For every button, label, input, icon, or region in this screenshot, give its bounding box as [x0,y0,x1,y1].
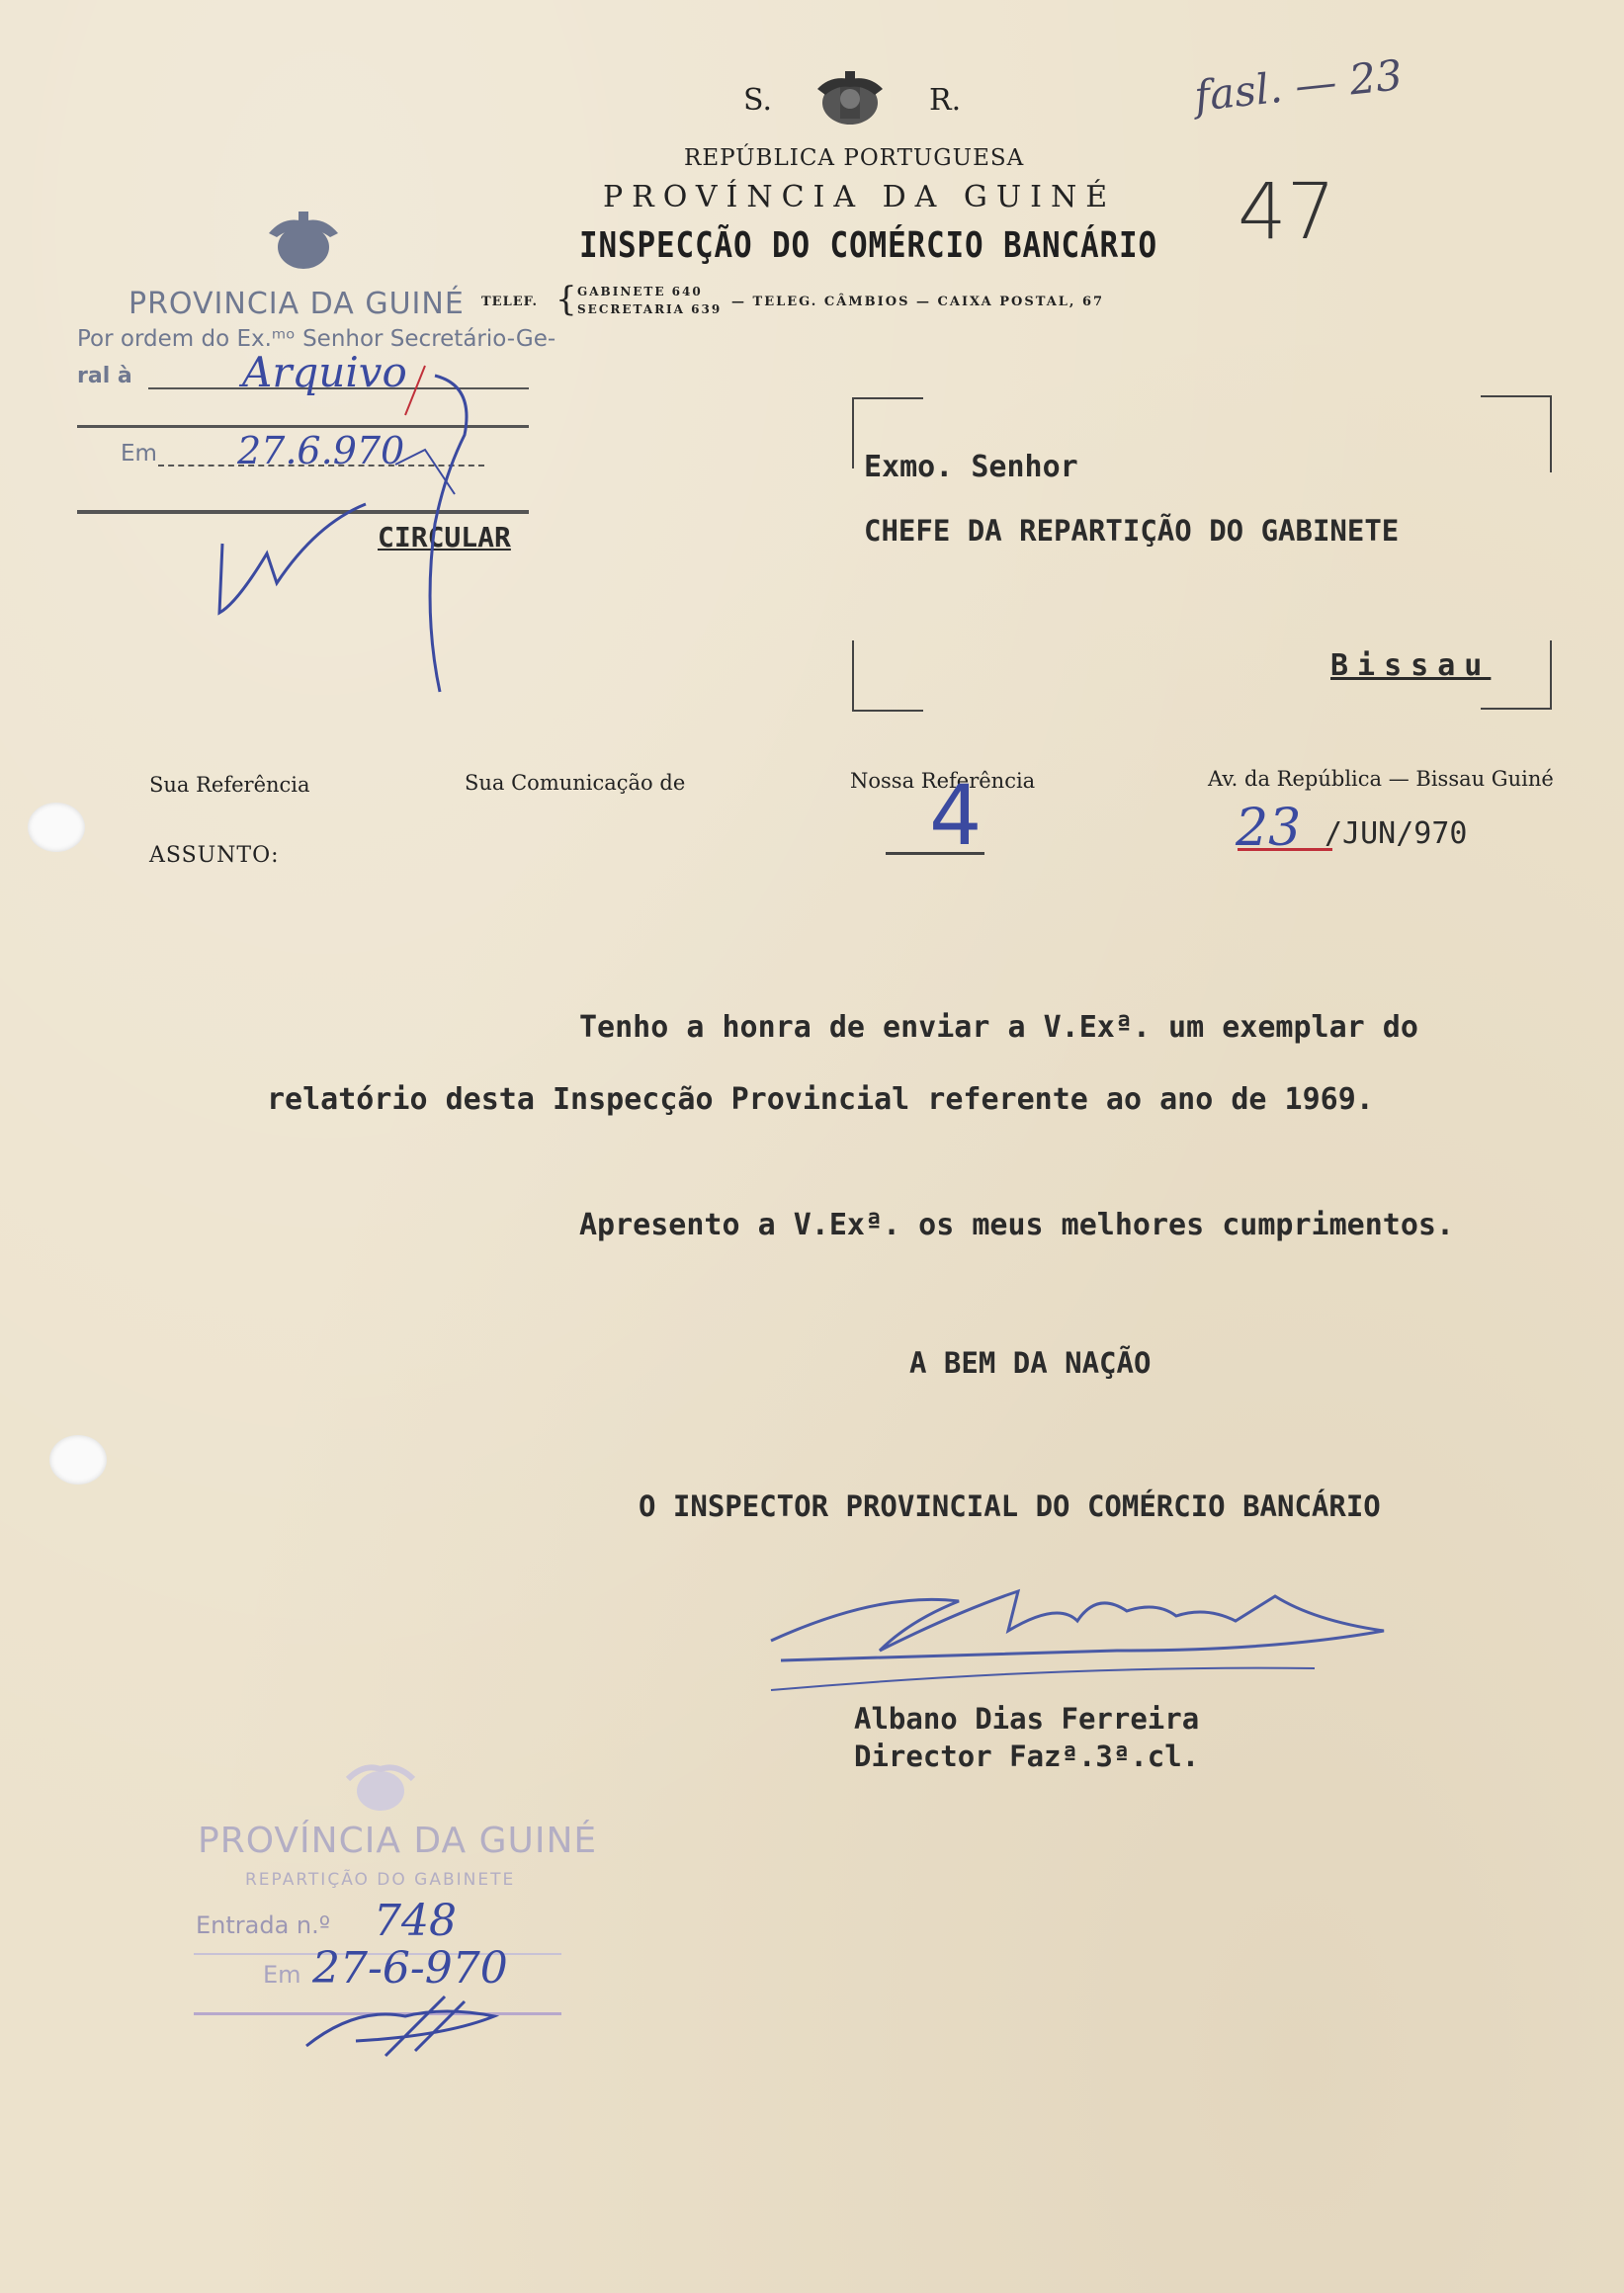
sua-referencia-label: Sua Referência [149,773,310,797]
address-bracket-br [1481,640,1552,710]
signature-icon [761,1552,1394,1700]
signer-title: O INSPECTOR PROVINCIAL DO COMÉRCIO BANCÁRIO [639,1489,1381,1523]
recipient-city: Bissau [1330,648,1492,683]
recipient-title: CHEFE DA REPARTIÇÃO DO GABINETE [864,514,1400,548]
header-telef-label: TELEF. [481,295,539,309]
assunto-label: ASSUNTO: [149,843,280,868]
province-emblem-icon [259,208,348,277]
routing-stamp-title: PROVINCIA DA GUINÉ [128,287,465,321]
entry-stamp-entrada-value: 748 [374,1896,457,1946]
sua-comunicacao-label: Sua Comunicação de [465,771,686,795]
routing-stamp-date-label: Em [121,441,157,467]
nossa-referencia-label: Nossa Referência [850,769,1036,793]
entry-stamp-title: PROVÍNCIA DA GUINÉ [198,1821,598,1861]
routing-stamp-to-label: ral à [77,364,132,388]
address-label: Av. da República — Bissau Guiné [1208,767,1554,791]
header-teleg: — TELEG. CÂMBIOS — CAIXA POSTAL, 67 [731,295,1105,309]
sr-right: R. [929,83,962,118]
routing-stamp-date: 27.6.970 [237,429,405,472]
body-paragraph-2: Apresento a V.Exª. os meus melhores cumprimentos. [579,1208,1455,1242]
entry-stamp-entrada-label: Entrada n.º [196,1911,331,1939]
entry-stamp-em-label: Em [263,1961,301,1989]
punch-hole-bottom [49,1435,107,1485]
routing-stamp-destination: Arquivo [242,348,407,396]
letter-date-day: 23 [1236,799,1302,858]
circular-label: CIRCULAR [378,521,511,553]
body-paragraph-1-line-2: relatório desta Inspecção Provincial referente ao ano de 1969. [267,1082,1374,1117]
entry-stamp-department: REPARTIÇÃO DO GABINETE [245,1870,516,1890]
letter-date-day-underline [1238,848,1332,851]
letter-date-rest: /JUN/970 [1325,816,1468,851]
header-phone-2: SECRETARIA 639 [577,302,723,316]
routing-stamp-order: Por ordem do Ex.ᵐᵒ Senhor Secretário-Ge- [77,326,556,352]
recipient-salutation: Exmo. Senhor [864,450,1078,484]
address-bracket-tr [1481,395,1552,472]
routing-initials-icon [198,356,514,712]
signer-rank: Director Fazª.3ª.cl. [854,1740,1200,1773]
address-bracket-bl [852,640,923,712]
header-phone-1: GABINETE 640 [577,285,703,298]
header-office: INSPECÇÃO DO COMÉRCIO BANCÁRIO [579,225,1157,266]
punch-hole-top [28,803,85,852]
entry-stamp-emblem-icon [336,1757,425,1817]
header-province: PROVÍNCIA DA GUINÉ [603,180,1117,214]
header-brace: { [556,280,577,319]
nossa-referencia-value: 4 [929,767,983,864]
entry-stamp-initials-icon [297,1987,514,2066]
archive-number: 47 [1238,168,1336,257]
coat-of-arms-icon [806,69,895,130]
archive-folio-note: fasl. — 23 [1192,50,1406,121]
entry-stamp-date: 27-6-970 [312,1943,508,1994]
body-paragraph-1-line-1: Tenho a honra de enviar a V.Exª. um exemplar do [579,1010,1418,1045]
sr-left: S. [743,83,773,118]
signer-name: Albano Dias Ferreira [854,1702,1200,1736]
closing-phrase: A BEM DA NAÇÃO [909,1346,1152,1380]
nossa-referencia-underline [886,852,984,855]
header-republic: REPÚBLICA PORTUGUESA [684,145,1025,171]
